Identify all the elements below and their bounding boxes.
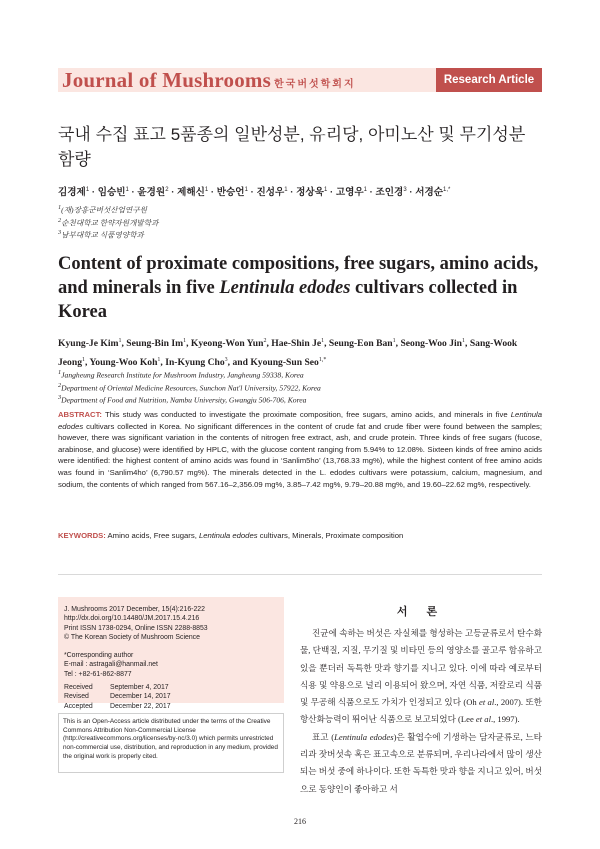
introduction-heading: 서 론: [396, 606, 446, 618]
author: 조인경: [375, 187, 404, 198]
author: 고영우: [335, 187, 364, 198]
keywords: KEYWORDS: Amino acids, Free sugars, Lentinula edodes cultivars, Minerals, Proximate composition: [58, 531, 404, 540]
author: Sang-Wook Jeong: [58, 338, 518, 369]
author: 제해신: [177, 187, 205, 198]
author: 윤경원: [137, 187, 166, 198]
citation-line: J. Mushrooms 2017 December, 15(4):216-222: [64, 606, 205, 613]
article-info: [64, 605, 280, 711]
affiliation-line: $^2$순천대학교 한약자원개발학과: [58, 216, 159, 228]
copyright-line: © The Korean Society of Mushroom Science: [64, 633, 200, 641]
affiliation-line: $^1$(재)장흥군버섯산업연구원: [58, 204, 147, 215]
author: and Kyoung-Sun Seo: [232, 357, 319, 369]
issn-line: Print ISSN 1738-0294, Online ISSN 2288-8853: [64, 624, 208, 632]
author: 정상욱: [296, 187, 324, 198]
author: Kyung-Je Kim: [58, 338, 119, 350]
page-number: 216: [294, 817, 306, 826]
author: Kyeong-Won Yun: [190, 338, 264, 350]
affiliation-line: $^2$Department of Oriental Medicine Resources, Sunchon Nat'l University, 57922, Korea: [58, 381, 321, 393]
author: In-Kyung Cho: [165, 357, 225, 369]
author: 서경순: [415, 187, 443, 198]
email-line[interactable]: E-mail : astragali@hanmail.net: [64, 661, 158, 669]
abstract: ABSTRACT: This study was conducted to investigate the proximate composition, free sugars, amino acids, and minerals in five Lentinula edodes cultivars collected in Korea. No significant differences in the content of crude fat and crude fiber were found between the samples; however, there was significant variation in the contents of nitrogen free extract, ash, and crude protein. Three kinds of free sugars (fucose, arabinose, and glucose) were identified by HPLC, with the glucose content ranging from 5.94% to 12.08%. Sixteen kinds of free amino acids were identified: the highest content of amino acids was found in ‘Sanlim5ho’ (13,768.33 mg%), while the highest content of free amino acids was found in ‘Sanlim4ho’ (6,790.57 mg%). The minerals detected in the L. edodes cultivars were potassium, calcium, magnesium, and sodium, the contents of which ranged from 567.16–2,356.09 mg%, 3.85–7.42 mg%, 9.79–20.88 mg%, and 19.60–22.62 mg%, respectively.: [58, 410, 542, 489]
korean-affiliations: [58, 203, 158, 241]
introduction-text: [300, 625, 542, 798]
doi-link[interactable]: http://dx.doi.org/10.14480/JM.2017.15.4.216: [64, 615, 200, 623]
paragraph: 표고 (Lentinula edodes)은 활엽수에 기생하는 담자균류로, 느타리과 잣버섯속 혹은 표고속으로 분류되며, 우리나라에서 많이 생산되는 버섯 중에 하나이다. 또한 독특한 맛과 향을 지니고 있어, 버섯으로 동양인이 좋아하고 서: [300, 731, 542, 794]
author: Seong-Woo Jin: [400, 338, 463, 350]
section-divider: [58, 574, 542, 575]
affiliation-line: $^1$Jangheung Research Institute for Mushroom Industry, Jangheung 59338, Korea: [58, 369, 304, 380]
corresponding-label: *Corresponding author: [64, 652, 134, 660]
paragraph: 진균에 속하는 버섯은 자실체를 형성하는 고등균류로서 탄수화물, 단백질, 지질, 무기질 및 비타민 등의 영양소를 골고루 함유하고 있을 뿐더러 독특한 맛과 향기를 지니고 있다. 이에 따라 예로부터 식용 및 약용으로 널리 이용되어 왔으며, 자연 식품, 저칼로리 식품 및 무공해 식품으로도 가치가 인정되고 있다 (Oh et al., 2007). 또한 항산화능력이 뛰어난 식품으로 보고되었다 (Lee et al., 1997).: [300, 628, 542, 725]
keywords-label: KEYWORDS:: [58, 531, 106, 540]
author: 진성우: [256, 187, 285, 198]
affiliation-line: $^3$남부대학교 식품영양학과: [58, 229, 144, 240]
author: Young-Woo Koh: [89, 357, 158, 369]
english-authors: Kyung-Je Kim$^1$, Seung-Bin Im$^1$, Kyeong-Won Yun$^2$, Hae-Shin Je$^1$, Seung-Eon Ban$^1$, Seong-Woo Jin$^1$, Sang-Wook Jeong$^1$, Young-Woo Koh$^1$, In-Kyung Cho$^3$, and Kyoung-Sun Seo$^{1,*}$: [58, 338, 518, 369]
author: 반승언: [216, 187, 245, 198]
tel-line: Tel : +82-61-862-8877: [64, 670, 132, 678]
author: Seung-Bin Im: [126, 338, 184, 350]
affiliation-line: $^3$Department of Food and Nutrition, Nambu University, Gwangju 506-706, Korea: [58, 394, 307, 405]
author: Seung-Eon Ban: [328, 338, 393, 350]
journal-name: Journal of Mushrooms: [62, 68, 271, 92]
english-title: Content of proximate compositions, free sugars, amino acids, and minerals in five Lentinula edodes cultivars collected in Korea: [58, 254, 539, 322]
abstract-label: ABSTRACT:: [58, 410, 102, 419]
date-row: Received September 4, 2017: [64, 684, 169, 692]
author: 임승빈: [97, 187, 126, 198]
author: 김경제: [58, 187, 86, 198]
date-row: Accepted December 22, 2017: [64, 702, 171, 710]
article-type-badge: Research Article: [436, 68, 542, 92]
korean-authors: 김경제$^1$ · 임승빈$^1$ · 윤경원$^2$ · 제해신$^1$ · 반승언$^1$ · 진성우$^1$ · 정상욱$^1$ · 고영우$^1$ · 조인경$^3$ · 서경순$^{1,*}$: [58, 186, 451, 198]
open-access-notice: This is an Open-Access article distributed under the terms of the Creative Commons Attribution Non-Commercial License (http://creativecommons.org/licenses/by-nc/3.0) which permits unrestricted non-commercial use, distribution, and reproduction in any medium, provided the original work is properly cited.: [63, 718, 278, 760]
english-affiliations: [58, 368, 321, 406]
author: Hae-Shin Je: [271, 338, 322, 350]
journal-korean-name: 한국버섯학회지: [274, 79, 356, 90]
date-row: Revised December 14, 2017: [64, 693, 171, 701]
korean-title: 국내 수집 표고 5품종의 일반성분, 유리당, 아미노산 및 무기성분 함량: [58, 125, 526, 169]
